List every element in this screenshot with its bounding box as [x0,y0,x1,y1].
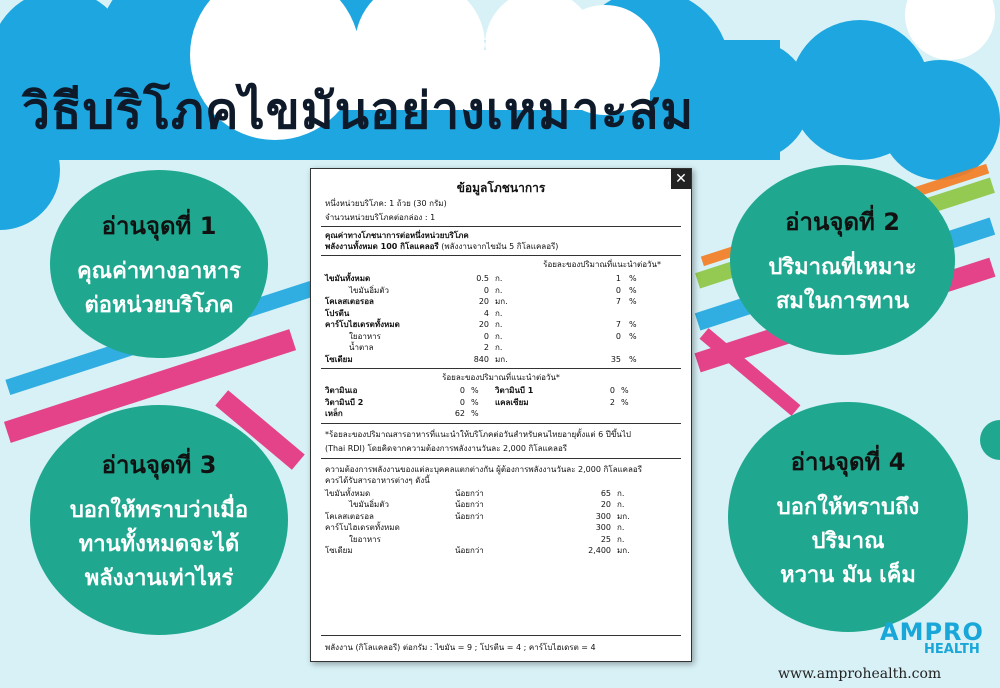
limit-amount: 300 [595,511,611,521]
nutrient-unit: ก. [495,308,503,318]
pct-sign: % [629,297,637,306]
vitamin-left-pct: 62 [454,409,465,418]
nutrient-name: ไขมันอิ่มตัว [349,285,389,295]
nutrient-name: โคเลสเตอรอล [325,297,374,306]
nutrient-row [325,308,677,320]
nutrient-row [325,354,677,366]
pct-sign: % [629,354,637,364]
label-title: ข้อมูลโภชนาการ [456,181,546,195]
nutrient-row [325,331,677,343]
limit-unit: ก. [617,500,625,509]
nutrient-unit: มก. [495,297,508,306]
page-title: วิธีบริโภคไขมันอย่างเหมาะสม [22,82,695,140]
energy-per-gram: พลังงาน (กิโลแคลอรี) ต่อกรัม : ไขมัน = 9 ; โปรตีน = 4 ; คาร์โบไฮเดรต = 4 [325,643,596,652]
limit-name: โซเดียม [325,546,353,555]
pct-sign: % [629,274,637,283]
limit-row [325,499,677,511]
nutrient-row [325,273,677,285]
point-4-line-3: หวาน มัน เค็ม [780,562,916,588]
pct-sign: % [629,331,637,341]
nutrient-unit: ก. [495,320,503,329]
nutrient-pct: 7 [615,320,621,329]
nutrient-pct: 35 [610,354,621,364]
point-2-head: อ่านจุดที่ 2 [785,207,900,236]
nutrient-unit: มก. [495,354,508,364]
brand-line-2: HEALTH [924,642,980,657]
nutrient-row [325,319,677,331]
nutrition-label [310,168,692,662]
pct-heading: ร้อยละของปริมาณที่แนะนำต่อวัน* [543,260,661,269]
pct-sign: % [629,285,637,295]
limit-unit: ก. [617,534,625,544]
limit-name: โคเลสเตอรอล [325,511,374,521]
point-1-line-2: ต่อหน่วยบริโภค [84,292,234,318]
vitamin-row [325,397,677,409]
nutrient-name: โซเดียม [325,354,353,364]
vitamin-left-pct: 0 [459,386,465,395]
vitamin-table [325,385,677,420]
limit-table [325,488,677,557]
nutrient-pct: 0 [615,285,621,295]
close-icon[interactable]: ✕ [671,169,691,189]
vitamin-left-name: วิตามินเอ [325,386,358,395]
limit-cond: น้อยกว่า [455,488,484,498]
vitamin-left-pct: 0 [459,397,465,407]
point-2-circle [730,165,955,355]
limit-unit: ก. [617,523,625,532]
limit-name: ไขมันทั้งหมด [325,488,371,498]
limit-unit: มก. [617,511,630,521]
nutrient-name: น้ำตาล [349,343,374,352]
limit-unit: มก. [617,546,630,555]
nutrient-unit: ก. [495,285,503,295]
limit-amount: 65 [600,488,611,498]
limit-cond: น้อยกว่า [455,511,484,521]
limit-name: คาร์โบไฮเดรตทั้งหมด [325,523,400,532]
website-url: www.amprohealth.com [778,666,942,682]
point-2-line-1: ปริมาณที่เหมาะ [768,254,917,280]
vitamin-right-name: วิตามินบี 1 [495,386,534,395]
limit-amount: 300 [595,523,611,532]
point-3-line-2: ทานทั้งหมดจะได้ [78,531,240,557]
nutrient-unit: ก. [495,274,503,283]
servings-per-pack: จำนวนหน่วยบริโภคต่อกล่อง : 1 [325,213,436,222]
point-4-line-2: ปริมาณ [811,528,885,554]
need-note-1: ความต้องการพลังงานของแต่ละบุคคลแตกต่างกัน ผู้ต้องการพลังงานวันละ 2,000 กิโลแคลอรี [325,464,643,474]
point-1-head: อ่านจุดที่ 1 [101,211,217,240]
ampro-logo [880,618,990,668]
pct-sign: % [621,386,629,395]
nutrient-amount: 4 [483,308,489,318]
energy-note: (พลังงานจากไขมัน 5 กิโลแคลอรี) [441,242,559,251]
pct-sign: % [471,397,479,407]
pct-sign: % [621,397,629,407]
limit-unit: ก. [617,488,625,498]
nutrient-name: ไขมันทั้งหมด [325,274,371,283]
point-3-circle [30,405,288,635]
nutrient-pct [529,342,621,354]
nutrient-amount: 20 [478,320,489,329]
need-note-2: ควรได้รับสารอาหารต่างๆ ดังนี้ [325,475,430,485]
rdi-note-1: *ร้อยละของปริมาณสารอาหารที่แนะนำให้บริโภคต่อวันสำหรับคนไทยอายุตั้งแต่ 6 ปีขึ้นไป [325,429,631,439]
limit-row [325,522,677,534]
vitamin-left-name: เหล็ก [325,409,343,418]
nutrient-row [325,285,677,297]
nutrient-amount: 0.5 [476,274,489,283]
nutrient-table [325,273,677,365]
vitamin-right-pct: 0 [609,386,615,395]
pct-sign: % [629,320,637,329]
serving-size: หนึ่งหน่วยบริโภค: 1 ถ้วย (30 กรัม) [325,199,447,208]
vitamin-row [325,385,677,397]
limit-row [325,511,677,523]
point-3-line-1: บอกให้ทราบว่าเมื่อ [69,497,249,523]
limit-amount: 2,400 [588,546,611,555]
nutrient-pct [529,308,621,320]
point-4-circle [728,402,968,632]
limit-cond: น้อยกว่า [455,546,484,555]
limit-name: ไขมันอิ่มตัว [349,500,389,509]
limit-cond: น้อยกว่า [455,500,484,509]
limit-cond [455,534,545,546]
vitamin-right-pct: 2 [609,397,615,407]
point-4-head: อ่านจุดที่ 4 [790,447,906,476]
pct-sign: % [471,386,479,395]
nutrient-amount: 0 [483,331,489,341]
energy-total: พลังงานทั้งหมด 100 กิโลแคลอรี [325,242,439,251]
limit-amount: 25 [600,534,611,544]
nutrient-amount: 0 [483,285,489,295]
point-3-head: อ่านจุดที่ 3 [101,450,217,479]
nutrient-name: โปรตีน [325,308,350,318]
nutrient-pct: 0 [615,331,621,341]
rdi-note-2: (Thai RDI) โดยคิดจากความต้องการพลังงานวันละ 2,000 กิโลแคลอรี [325,443,568,453]
point-4-line-1: บอกให้ทราบถึง [776,494,920,520]
limit-cond [455,522,545,534]
limit-name: ใยอาหาร [349,534,381,544]
nutrient-name: คาร์โบไฮเดรตทั้งหมด [325,320,400,329]
limit-row [325,534,677,546]
nutrient-amount: 2 [483,343,489,352]
point-1-circle [50,170,268,358]
vitamin-right-name: แคลเซียม [495,397,529,407]
nutrient-amount: 20 [478,297,489,306]
nutrient-name: ใยอาหาร [349,331,381,341]
nutrient-unit: ก. [495,331,503,341]
nutrient-pct: 7 [615,297,621,306]
vitamin-heading: ร้อยละของปริมาณที่แนะนำต่อวัน* [442,373,560,382]
limit-row [325,488,677,500]
nutrient-pct: 1 [615,274,621,283]
vitamin-left-name: วิตามินบี 2 [325,397,364,407]
point-3-line-3: พลังงานเท่าไหร่ [84,565,234,591]
limit-row [325,545,677,557]
nutrient-row [325,296,677,308]
point-2-line-2: สมในการทาน [775,288,910,314]
point-1-line-1: คุณค่าทางอาหาร [76,258,242,284]
nutrient-unit: ก. [495,343,503,352]
nutrient-amount: 840 [473,354,489,364]
pct-sign: % [471,409,479,418]
nutrient-row [325,342,677,354]
vitamin-row [325,408,677,420]
limit-amount: 20 [600,500,611,509]
per-serving-heading: คุณค่าทางโภชนาการต่อหนึ่งหน่วยบริโภค [325,231,469,240]
brand-line-1: AMPRO [880,618,984,646]
